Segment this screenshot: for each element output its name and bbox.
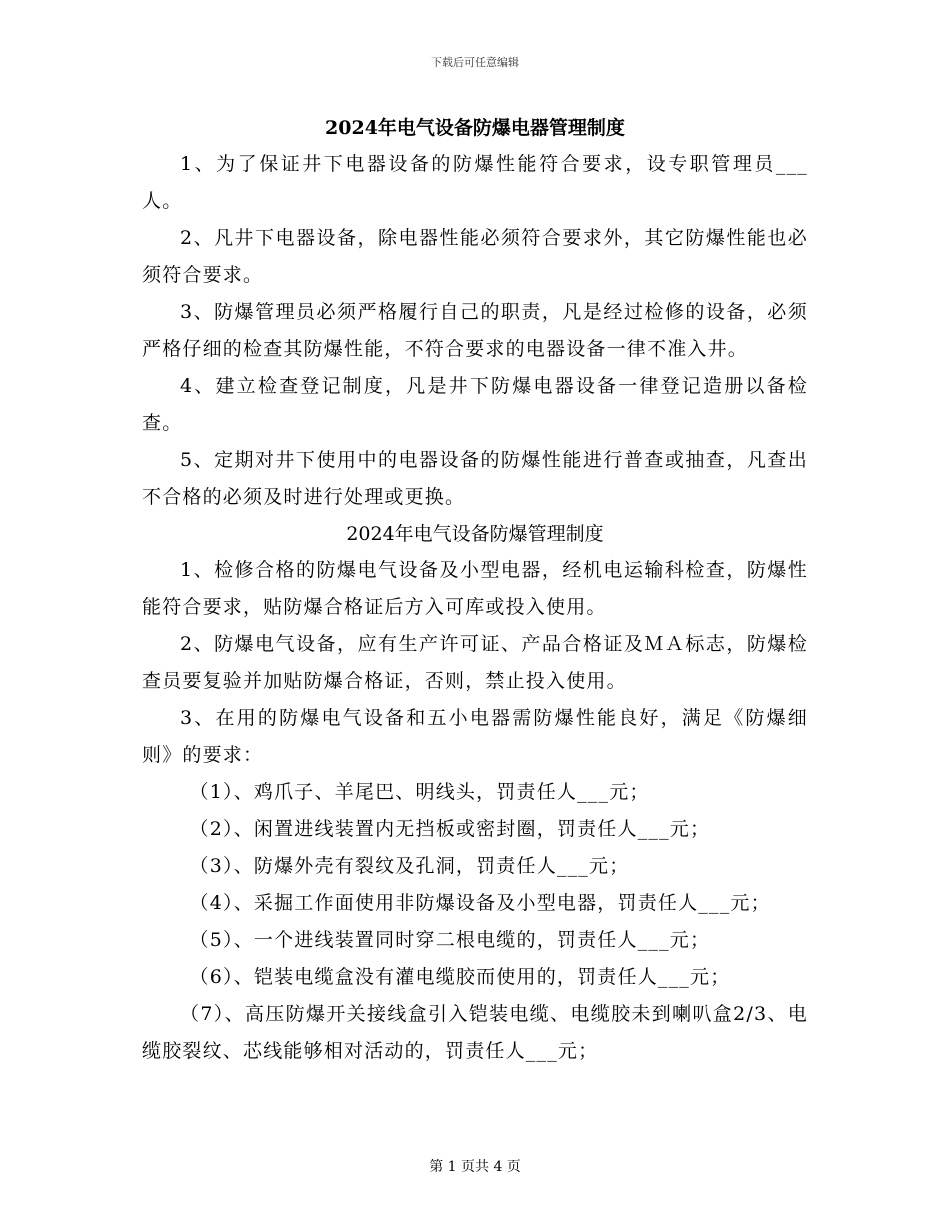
penalty-item: （4）、采掘工作面使用非防爆设备及小型电器，罚责任人___元； <box>189 892 771 914</box>
penalty-item: （2）、闲置进线装置内无挡板或密封圈，罚责任人___元； <box>189 818 711 840</box>
section1-item: 5、定期对井下使用中的电器设备的防爆性能进行普查或抽查，凡查出不合格的必须及时进行处理或更换。 <box>142 449 808 508</box>
penalty-item: （6）、铠装电缆盒没有灌电缆胶而使用的，罚责任人___元； <box>189 966 731 988</box>
penalty-item: （1）、鸡爪子、羊尾巴、明线头，罚责任人___元； <box>189 781 650 803</box>
section1-title: 2024年电气设备防爆电器管理制度 <box>325 117 625 139</box>
section2-item: 1、检修合格的防爆电气设备及小型电器，经机电运输科检查，防爆性能符合要求，贴防爆合格证后方入可库或投入使用。 <box>142 559 808 618</box>
section2-title: 2024年电气设备防爆管理制度 <box>346 523 604 545</box>
penalty-item: （3）、防爆外壳有裂纹及孔洞，罚责任人___元； <box>189 855 630 877</box>
header-note: 下载后可任意编辑 <box>431 56 519 69</box>
section2-item: 3、在用的防爆电气设备和五小电器需防爆性能良好，满足《防爆细则》的要求： <box>142 707 808 766</box>
document-body <box>142 110 808 1070</box>
section1-item: 1、为了保证井下电器设备的防爆性能符合要求，设专职管理员___人。 <box>142 153 808 212</box>
section2-item: 2、防爆电气设备，应有生产许可证、产品合格证及ＭＡ标志，防爆检查员要复验并加贴防爆合格证，否则，禁止投入使用。 <box>142 633 808 692</box>
penalty-item: （7）、高压防爆开关接线盒引入铠装电缆、电缆胶未到喇叭盒2/3、电缆胶裂纹、芯线能够相对活动的，罚责任人___元； <box>142 1003 808 1062</box>
page-footer: 第 1 页共 4 页 <box>429 1159 521 1175</box>
section1-item: 4、建立检查登记制度，凡是井下防爆电器设备一律登记造册以备检查。 <box>142 375 808 434</box>
section1-item: 2、凡井下电器设备，除电器性能必须符合要求外，其它防爆性能也必须符合要求。 <box>142 227 808 286</box>
penalty-item: （5）、一个进线装置同时穿二根电缆的，罚责任人___元； <box>189 929 711 951</box>
section1-item: 3、防爆管理员必须严格履行自己的职责，凡是经过检修的设备，必须严格仔细的检查其防爆性能，不符合要求的电器设备一律不准入井。 <box>142 301 808 360</box>
